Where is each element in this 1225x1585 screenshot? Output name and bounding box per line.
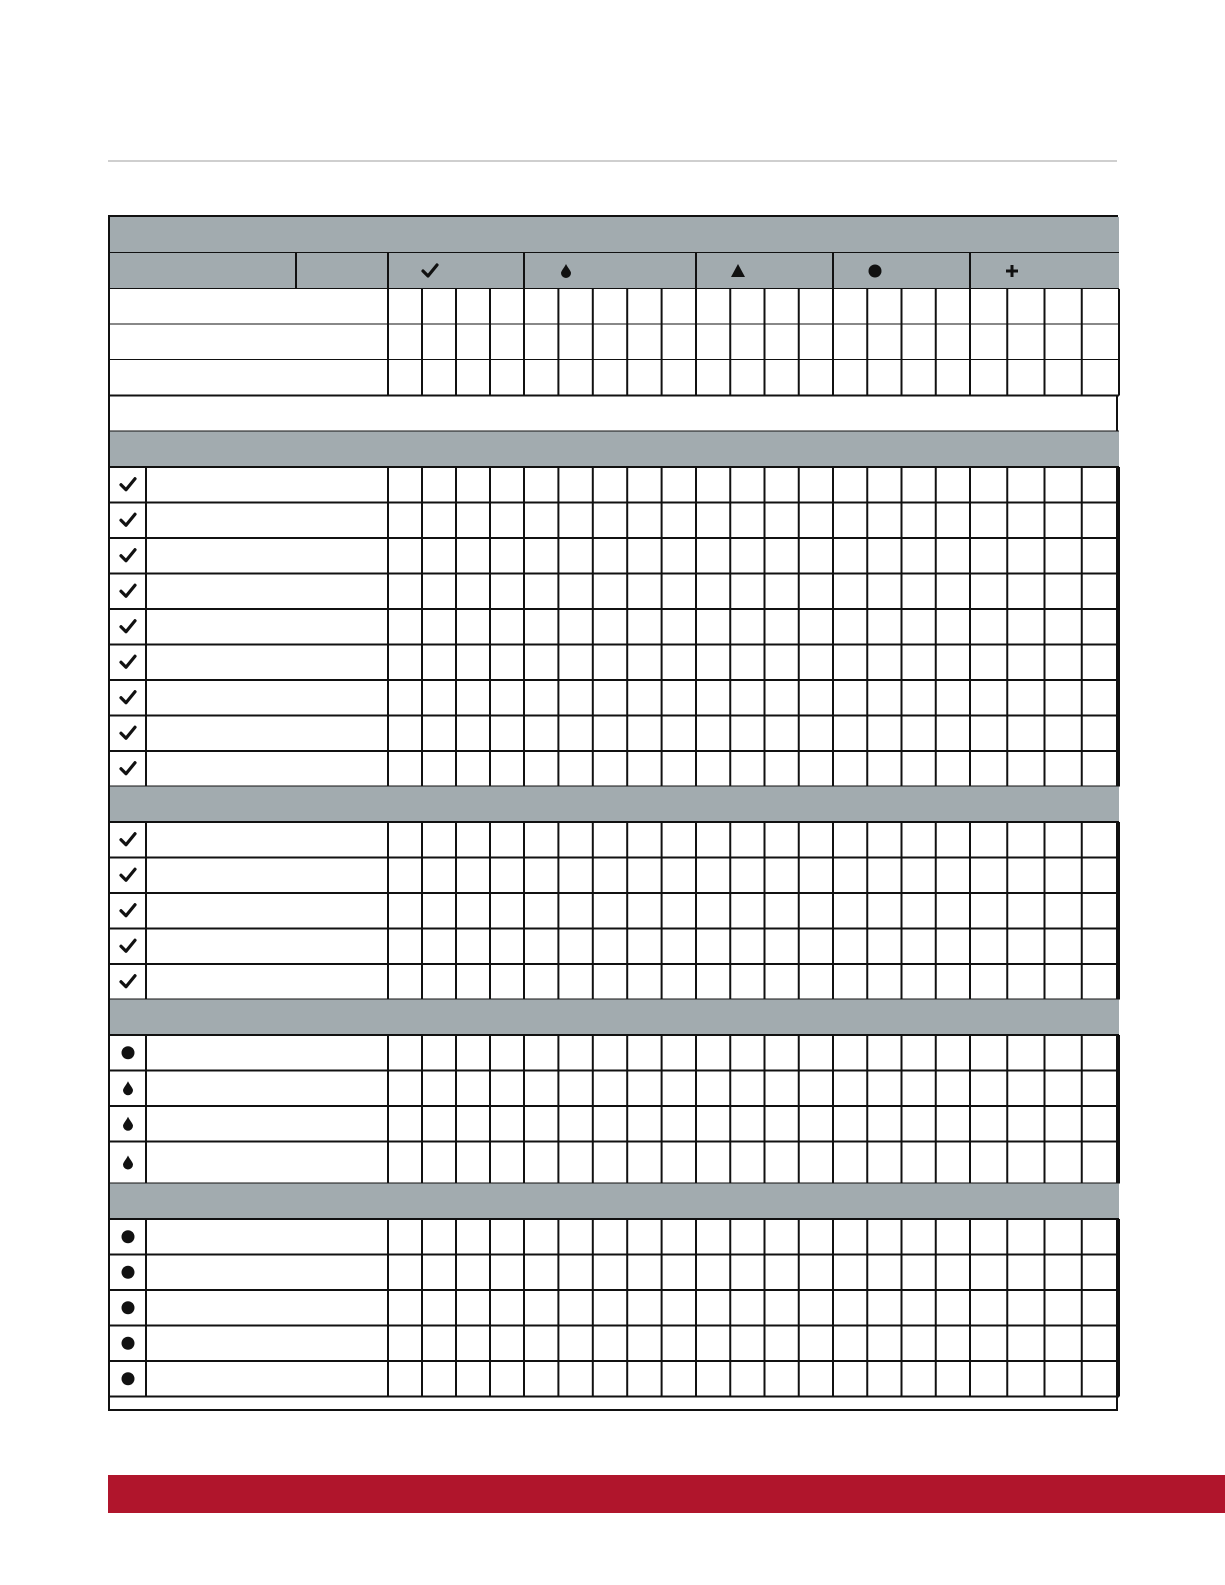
section-band: [110, 432, 1119, 468]
section-band: [110, 1000, 1119, 1036]
check-icon: [121, 479, 135, 490]
table-row: [110, 360, 1119, 396]
check-icon: [121, 621, 135, 632]
header-rule: [108, 160, 1117, 162]
section-band: [110, 787, 1119, 823]
circle-icon: [122, 1372, 135, 1385]
circle-icon: [122, 1301, 135, 1314]
check-icon: [121, 656, 135, 667]
check-icon: [121, 940, 135, 951]
check-icon: [121, 869, 135, 880]
check-icon: [121, 834, 135, 845]
circle-icon: [122, 1046, 135, 1059]
table-row: [110, 325, 1119, 361]
drop-icon: [123, 1081, 133, 1095]
section-band: [110, 1184, 1119, 1220]
footer-bar: [108, 1475, 1225, 1513]
drop-icon: [123, 1117, 133, 1131]
check-icon: [121, 514, 135, 525]
drop-icon: [123, 1156, 133, 1170]
circle-icon: [122, 1230, 135, 1243]
checklist-table: [108, 215, 1118, 1411]
circle-icon: [869, 265, 882, 278]
check-icon: [121, 550, 135, 561]
check-icon: [121, 585, 135, 596]
check-icon: [121, 763, 135, 774]
check-icon: [121, 905, 135, 916]
check-icon: [121, 976, 135, 987]
check-icon: [121, 727, 135, 738]
table-row: [110, 289, 1119, 325]
circle-icon: [122, 1337, 135, 1350]
circle-icon: [122, 1266, 135, 1279]
check-icon: [121, 692, 135, 703]
table-title-band: [110, 217, 1119, 253]
column-header-band: [110, 253, 1119, 289]
checklist-grid: [110, 217, 1120, 1413]
